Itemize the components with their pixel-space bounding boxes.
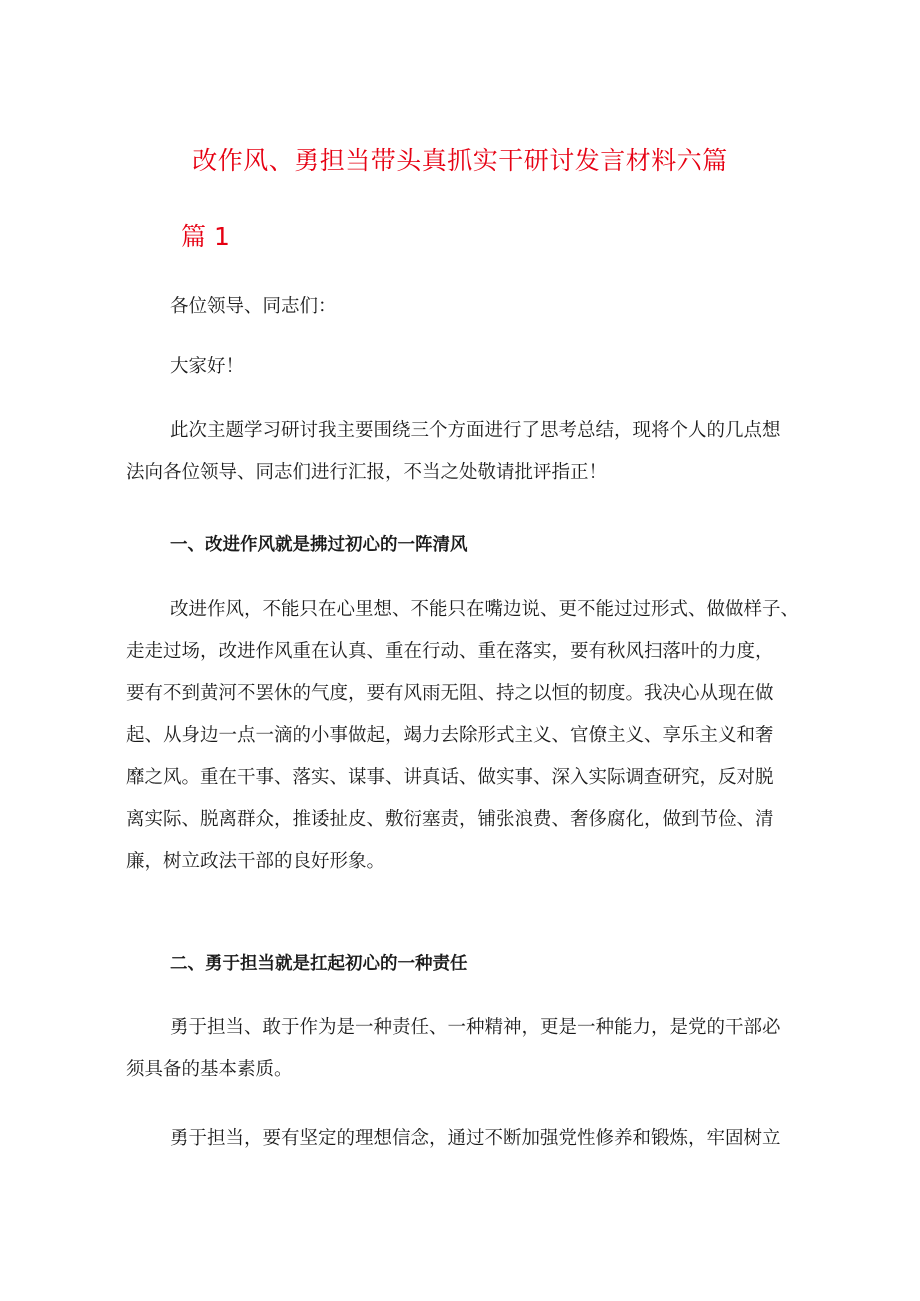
greeting (126, 286, 806, 328)
paragraph-line: 此次主题学习研讨我主要围绕三个方面进行了思考总结，现将个人的几点想 (170, 420, 781, 441)
paragraph-line: 走走过场，改进作风重在认真、重在行动、重在落实，要有秋风扫落叶的力度， (126, 641, 774, 662)
hello (126, 346, 806, 388)
greeting-text: 各位领导、同志们： (170, 296, 337, 317)
paragraph-line: 要有不到黄河不罢休的气度，要有风雨无阻、持之以恒的韧度。我决心从现在做 (126, 683, 774, 704)
chapter-label: 篇 1 (181, 222, 230, 251)
paragraph-line: 改进作风，不能只在心里想、不能只在嘴边说、更不能过过形式、做做样子、 (170, 599, 800, 620)
paragraph-line: 须具备的基本素质。 (126, 1059, 293, 1080)
paragraph-line: 法向各位领导、同志们进行汇报，不当之处敬请批评指正！ (126, 462, 608, 483)
section-1-heading: 一、改进作风就是拂过初心的一阵清风 (170, 535, 468, 555)
document-title: 改作风、勇担当带头真抓实干研讨发言材料六篇 (192, 146, 728, 175)
paragraph-line: 离实际、脱离群众，推诿扯皮、敷衍塞责，铺张浪费、奢侈腐化，做到节俭、清 (126, 809, 774, 830)
paragraph-line: 靡之风。重在干事、落实、谋事、讲真话、做实事、深入实际调查研究，反对脱 (126, 767, 774, 788)
section-2-paragraph-2 (126, 1118, 806, 1160)
section-2-paragraph-1 (126, 1007, 806, 1091)
paragraph-line: 勇于担当、敢于作为是一种责任、一种精神，更是一种能力，是党的干部必 (170, 1017, 781, 1038)
paragraph-line: 勇于担当，要有坚定的理想信念，通过不断加强党性修养和锻炼，牢固树立 (170, 1128, 781, 1149)
section-1-paragraph (126, 589, 806, 883)
paragraph-line: 起、从身边一点一滴的小事做起，竭力去除形式主义、官僚主义、享乐主义和奢 (126, 725, 774, 746)
section-2-heading: 二、勇于担当就是扛起初心的一种责任 (170, 954, 468, 974)
hello-text: 大家好！ (170, 356, 245, 377)
intro-paragraph (126, 410, 806, 494)
paragraph-line: 廉，树立政法干部的良好形象。 (126, 851, 386, 872)
